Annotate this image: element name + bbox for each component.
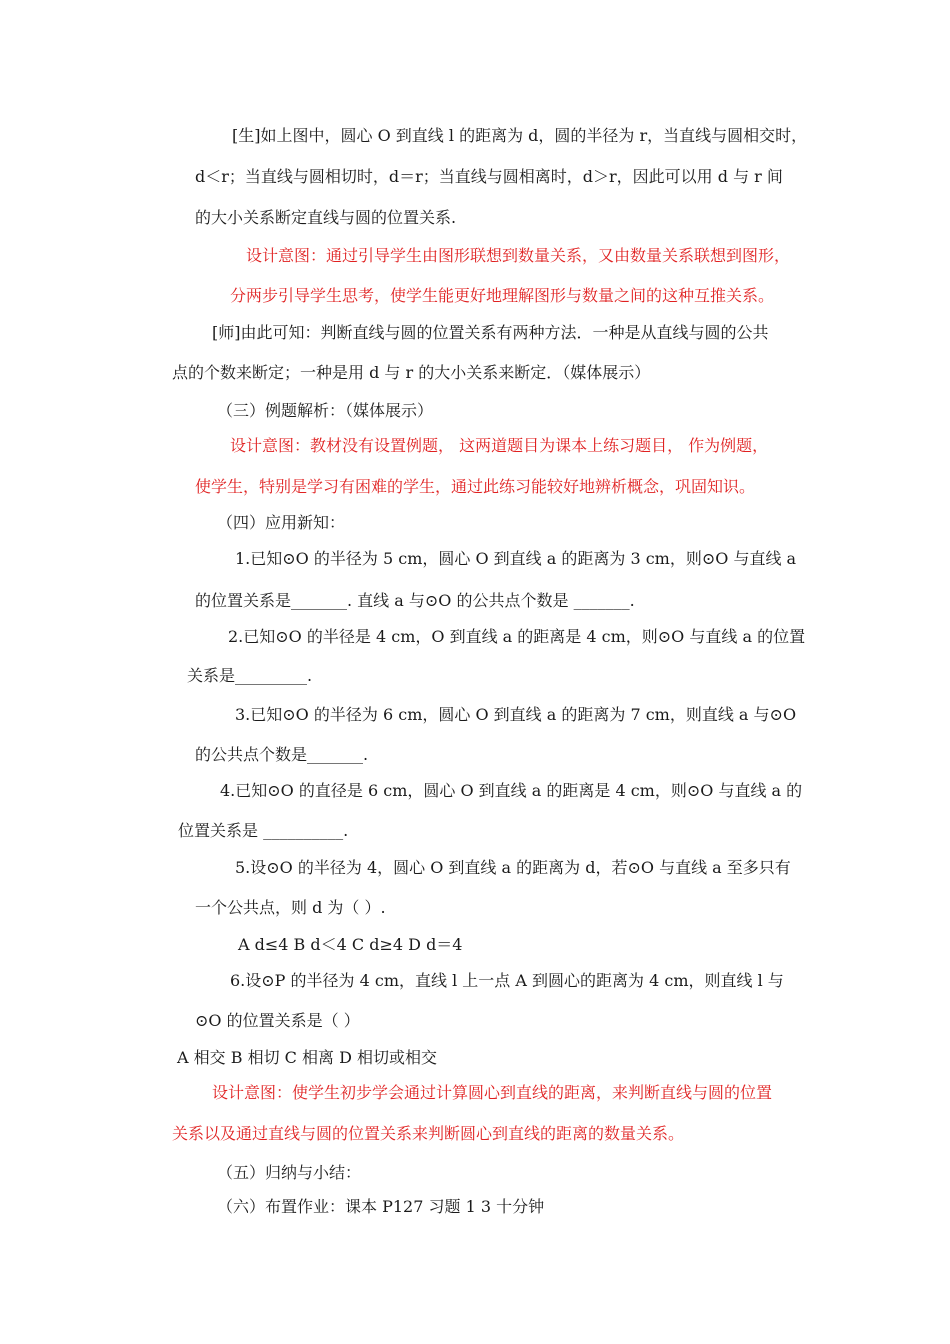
question-4-line-2: 位置关系是 __________.: [178, 821, 349, 840]
question-6-options: A 相交 B 相切 C 相离 D 相切或相交: [177, 1048, 437, 1067]
paragraph-teacher-line-2: 点的个数来断定；一种是用 d 与 r 的大小关系来断定．（媒体展示）: [172, 363, 651, 382]
section-heading-6: （六）布置作业：课本 P127 习题 1 3 十分钟: [217, 1197, 545, 1216]
design-intent-2-line-1: 设计意图：教材没有设置例题， 这两道题目为课本上练习题目， 作为例题，: [230, 436, 769, 455]
question-6-line-1: 6.设⊙P 的半径为 4 cm，直线 l 上一点 A 到圆心的距离为 4 cm，则直线 l 与: [230, 971, 784, 990]
question-2-line-2: 关系是_________.: [187, 666, 313, 685]
section-heading-4: （四）应用新知：: [217, 513, 346, 532]
question-3-line-1: 3.已知⊙O 的半径为 6 cm，圆心 O 到直线 a 的距离为 7 cm，则直线 a 与⊙O: [235, 705, 797, 724]
design-intent-3-line-1: 设计意图：使学生初步学会通过计算圆心到直线的距离，来判断直线与圆的位置: [212, 1083, 773, 1102]
paragraph-student-line-1: [生]如上图中，圆心 O 到直线 l 的距离为 d，圆的半径为 r，当直线与圆相交时，: [232, 126, 808, 145]
question-1-line-2: 的位置关系是_______. 直线 a 与⊙O 的公共点个数是 _______.: [195, 591, 635, 610]
question-2-line-1: 2.已知⊙O 的半径是 4 cm，O 到直线 a 的距离是 4 cm，则⊙O 与直线 a 的位置: [228, 627, 806, 646]
paragraph-teacher-line-1: [师]由此可知：判断直线与圆的位置关系有两种方法．一种是从直线与圆的公共: [212, 323, 769, 342]
section-heading-5: （五）归纳与小结：: [217, 1163, 362, 1182]
question-3-line-2: 的公共点个数是_______.: [195, 745, 369, 764]
design-intent-2-line-2: 使学生，特别是学习有困难的学生，通过此练习能较好地辨析概念，巩固知识。: [195, 477, 756, 496]
design-intent-3-line-2: 关系以及通过直线与圆的位置关系来判断圆心到直线的距离的数量关系。: [172, 1124, 685, 1143]
question-1-line-1: 1.已知⊙O 的半径为 5 cm，圆心 O 到直线 a 的距离为 3 cm，则⊙O 与直线 a: [235, 549, 797, 568]
question-5-line-2: 一个公共点，则 d 为（ ）.: [195, 898, 386, 917]
section-heading-3: （三）例题解析：（媒体展示）: [217, 401, 434, 420]
question-6-line-2: ⊙O 的位置关系是（ ）: [195, 1011, 360, 1030]
question-5-options: A d≤4 B d＜4 C d≥4 D d＝4: [238, 935, 463, 954]
question-5-line-1: 5.设⊙O 的半径为 4，圆心 O 到直线 a 的距离为 d，若⊙O 与直线 a 至多只有: [235, 858, 791, 877]
question-4-line-1: 4.已知⊙O 的直径是 6 cm，圆心 O 到直线 a 的距离是 4 cm，则⊙O 与直线 a 的: [220, 781, 803, 800]
paragraph-student-line-3: 的大小关系断定直线与圆的位置关系.: [195, 208, 457, 227]
paragraph-student-line-2: d＜r；当直线与圆相切时，d＝r；当直线与圆相离时，d＞r，因此可以用 d 与 r 间: [195, 167, 783, 186]
design-intent-1-line-1: 设计意图：通过引导学生由图形联想到数量关系，又由数量关系联想到图形，: [246, 246, 791, 265]
design-intent-1-line-2: 分两步引导学生思考，使学生能更好地理解图形与数量之间的这种互推关系。: [230, 286, 775, 305]
